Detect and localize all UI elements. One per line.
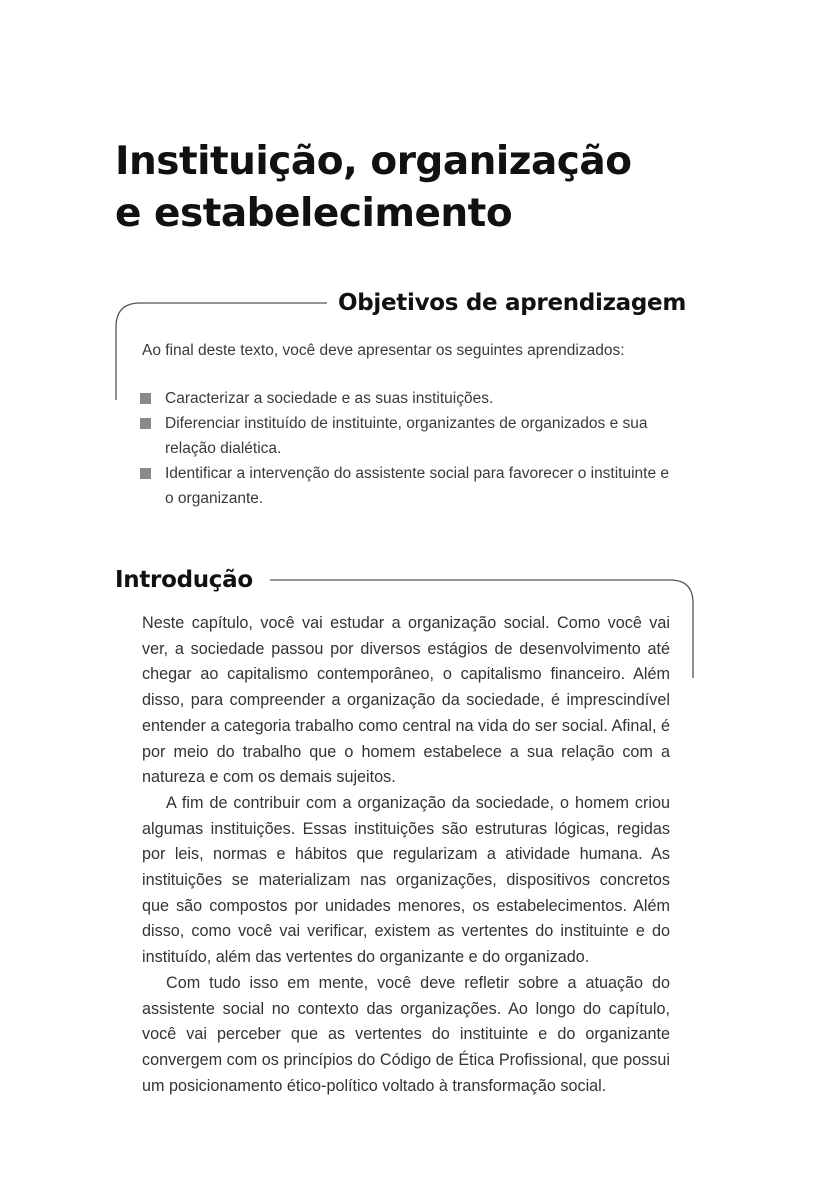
- objective-item-text: Caracterizar a sociedade e as suas instituições.: [165, 390, 494, 407]
- objective-item-text: Diferenciar instituído de instituinte, organizantes de organizados e sua relação dialética.: [165, 415, 648, 457]
- objective-item: [140, 411, 680, 461]
- introduction-paragraph: A fim de contribuir com a organização da sociedade, o homem criou algumas instituições. Essas instituições são estruturas lógicas, regidas por leis, normas e hábitos que regularizam a atividade humana. As instituições se materializam nas organizações, dispositivos concretos que são compostos por unidades menores, os estabelecimentos. Além disso, como você vai verificar, existem as vertentes do instituinte e do instituído, além das vertentes do organizante e do organizado.: [142, 793, 670, 967]
- square-bullet-icon: [140, 393, 151, 404]
- introduction-paragraph: Neste capítulo, você vai estudar a organização social. Como você vai ver, a sociedade passou por diversos estágios de desenvolvimento até chegar ao capitalismo contemporâneo, o capitalismo financeiro. Além disso, para compreender a organização da sociedade, é imprescindível entender a categoria trabalho como central na vida do ser social. Afinal, é por meio do trabalho que o homem estabelece a sua relação com a natureza e com os demais sujeitos.: [142, 614, 670, 787]
- square-bullet-icon: [140, 468, 151, 479]
- objective-item: [140, 386, 680, 411]
- objectives-list: [140, 386, 680, 511]
- chapter-title: [115, 136, 632, 240]
- square-bullet-icon: [140, 418, 151, 429]
- chapter-title-line-1: Instituição, organização: [115, 139, 632, 184]
- chapter-title-line-2: e estabelecimento: [115, 191, 513, 236]
- introduction-heading: Introdução: [115, 567, 253, 593]
- objective-item-text: Identificar a intervenção do assistente social para favorecer o instituinte e o organizante.: [165, 465, 670, 507]
- objective-item: [140, 461, 680, 511]
- introduction-paragraph: Com tudo isso em mente, você deve refletir sobre a atuação do assistente social no contexto das organizações. Ao longo do capítulo, você vai perceber que as vertentes do instituinte e do organizante convergem com os princípios do Código de Ética Profissional, que possui um posicionamento ético-político voltado à transformação social.: [142, 973, 670, 1095]
- objectives-lead-text: Ao final deste texto, você deve apresentar os seguintes aprendizados:: [142, 342, 625, 359]
- objectives-heading: Objetivos de aprendizagem: [338, 290, 687, 316]
- introduction-body: [142, 611, 670, 1099]
